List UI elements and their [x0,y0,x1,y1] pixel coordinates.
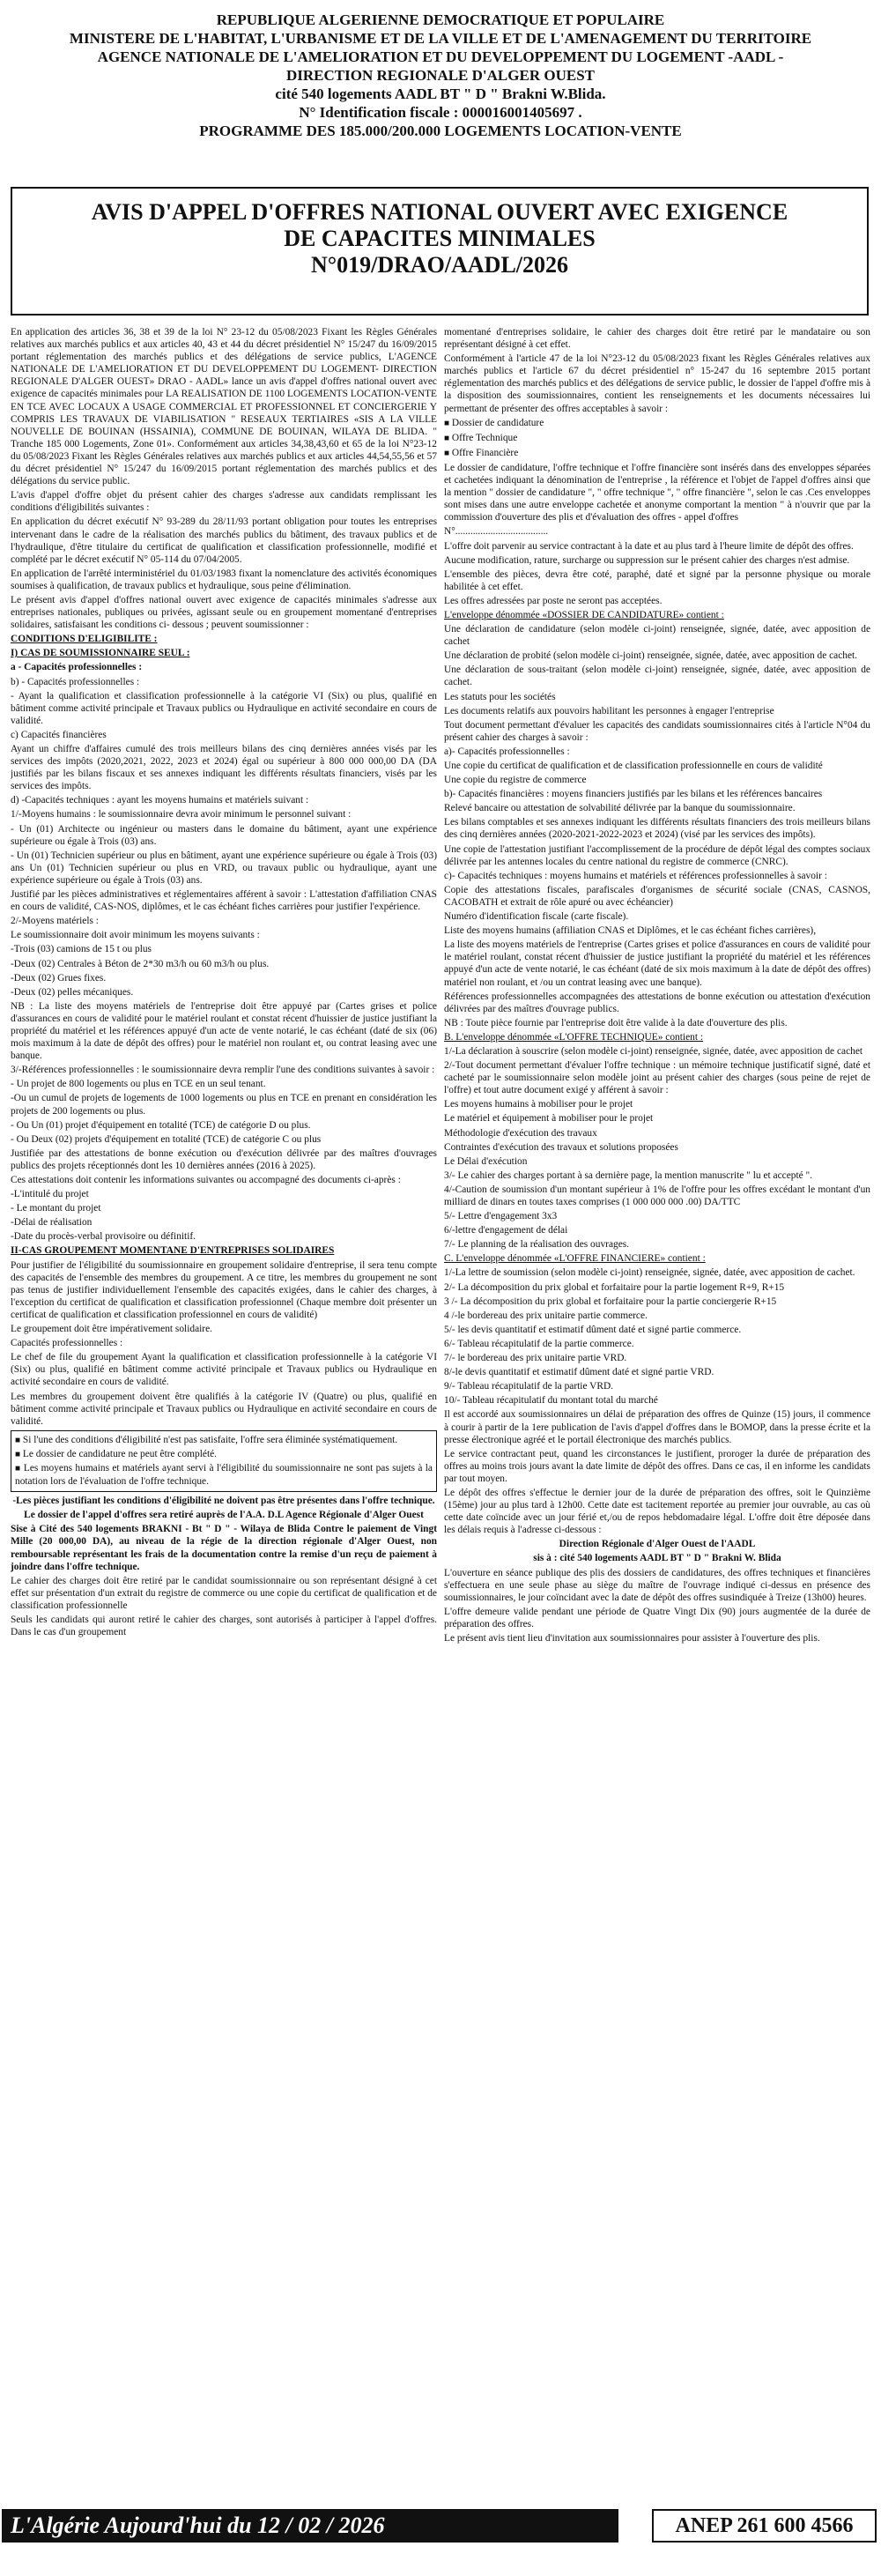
paragraph: Tout document permettant d'évaluer les capacités des candidats soumissionnaires cités à l'article N°04 du présent cahier des charges à savoir : [444,719,870,743]
title-line-1: AVIS D'APPEL D'OFFRES NATIONAL OUVERT AVEC EXIGENCE [91,199,788,225]
paragraph: L'offre demeure valide pendant une période de Quatre Vingt Dix (90) jours augmentée de la durée de préparation des offres. [444,1606,870,1629]
deposit-address: sis à : cité 540 logements AADL BT " D " Brakni W. Blida [533,1553,781,1564]
paragraph: 1/-La déclaration à souscrire (selon modèle ci-joint) renseignée, signée, datée, avec apposition de cachet [444,1045,863,1057]
paragraph: Les offres adressées par poste ne seront pas acceptées. [444,595,663,606]
subheading: 2/-Moyens matériels : [11,916,99,927]
paragraph: Références professionnelles accompagnées des attestations de bonne exécution ou attestation d'exécution délivrées par des maîtres d'ouvrage publics. [444,991,870,1014]
paragraph: Relevé bancaire ou attestation de solvabilité délivrée par la banque du soumissionnaire. [444,803,796,814]
list-item-text: Dossier de candidature [451,417,544,428]
list-item: -Deux (02) Centrales à Béton de 2*30 m3/h ou 60 m3/h ou plus. [11,958,270,969]
list-item-text: Offre Financière [451,447,519,458]
warning-item [15,1448,433,1461]
list-item: -Trois (03) camions de 15 t ou plus [11,944,152,955]
list-item: 6/- Tableau récapitulatif de la partie commerce. [444,1338,634,1349]
paragraph: Pour justifier de l'éligibilité du soumissionnaire en groupement solidaire d'entreprise, il sera tenu compte des capacités de l'ensemble des membres du groupement. A ce titre, les membres du groupement ne sont pas tenus de justifier individuellement l'ensemble des capacités exigées, dans le cahier des charges, à l'exception du certificat de qualification et classification professionnel (Chaque membre doit présenter un certificat de qualification et classification professionnel en cours de validité) [11,1259,437,1320]
paragraph: 1/-La lettre de soumission (selon modèle ci-joint) renseignée, signée, datée, avec apposition de cachet. [444,1267,855,1279]
subheading: c) Capacités financières [11,729,107,740]
paragraph: Le cahier des charges doit être retiré par le candidat soumissionnaire ou son représentant désigné à cet effet sur présentation d'un extrait du registre de commerce ou une copie du certificat de qualification et de classification professionnelle [11,1575,437,1611]
paragraph: Les bilans comptables et ses annexes indiquant les différents résultats financiers des trois meilleurs bilans des cinq dernières années (2020-2021-2022-2023 et 2024) (visé par les services des impôts). [444,817,870,841]
paragraph: L'ensemble des pièces, devra être coté, paraphé, daté et signé par la personne physique ou morale habilitée à cet effet. [444,568,870,592]
paragraph: L'avis d'appel d'offre objet du présent cahier des charges s'adresse aux candidats remplissant les conditions d'éligibilités suivantes : [11,490,437,514]
paragraph: - Un (01) Architecte ou ingénieur ou masters dans le domaine du bâtiment, ayant une expérience supérieure ou égale à Trois (03) ans. [11,823,437,847]
list-item: - Un projet de 800 logements ou plus en TCE en un seul tenant. [11,1079,266,1090]
warning-text: Si l'une des conditions d'éligibilité n'est pas satisfaite, l'offre sera éliminée systématiquement. [22,1434,398,1445]
tender-number: N°019/DRAO/AADL/2026 [310,252,569,278]
anep-reference: ANEP 261 600 4566 [652,2509,877,2543]
list-item: -Date du procès-verbal provisoire ou définitif. [11,1231,196,1243]
paragraph: En application du décret exécutif N° 93-289 du 28/11/93 portant obligation pour toutes les entreprises intervenant dans le cadre de la réalisation des marchés publics du bâtiment, des travaux publics et de l'hydraulique, d'être titulaire du certificat de qualification et classification professionnelle, modifié et complété par le décret exécutif N° 05-114 du 07/04/2005. [11,516,437,565]
intro-paragraph: En application des articles 36, 38 et 39 de la loi N° 23-12 du 05/08/2023 Fixant les Règles Générales relatives aux marchés publics et aux articles 40, 43 et 44 du décret présidentiel N° 15/247 du 16/09/2015 portant réglementation des marchés publics et des délégations de service publics, L'AGENCE NATIONALE DE L'AMELIORATION ET DU DEVELOPPEMENT DU LOGEMENT- DIRECTION REGIONALE D'ALGER OUEST» DRAO - AADL» lance un avis d'appel d'offres national ouvert avec exigence de capacités minimales pour LA REALISATION DE 1100 LOGEMENTS LOCATION-VENTE EN TCE AVEC LOCAUX A USAGE COMMERCIAL ET PROFESSIONNEL ET CONCIERGERIE Y COMPRIS LES TRAVAUX DE VIABILISATION " RESEAUX TERTIAIRES «SIS A LA VILLE NOUVELLE DE BOUINAN (HSSAINIA), COMMUNE DE BOUINAN, WILAYA DE BLIDA. " Tranche 185 000 Logements, Zone 01». Conformément aux articles 34,38,43,60 et 65 de la loi N°23-12 du 05/08/2023 Fixant les Règles Générales relatives aux marchés publics et aux articles 44,54,55,56 et 57 du décret présidentiel N° 15/247 du 16/09/2015 portant réglementation des marchés publics et des délégations du service public. [11,327,437,487]
header [0,11,881,140]
paragraph: Une déclaration de sous-traitant (selon modèle ci-joint) renseignée, signée, datée, avec apposition de cachet. [444,664,870,688]
paragraph: 3/- Le cahier des charges portant à sa dernière page, la mention manuscrite " lu et accepté ". [444,1169,813,1181]
list-item: Méthodologie d'exécution des travaux [444,1127,597,1139]
paragraph: Aucune modification, rature, surcharge ou suppression sur le présent cahier des charges n'est admise. [444,554,850,566]
ministry-line: MINISTERE DE L'HABITAT, L'URBANISME ET DE LA VILLE ET DE L'AMENAGEMENT DU TERRITOIRE [69,30,812,47]
paragraph: Une déclaration de candidature (selon modèle ci-joint) renseignée, signée, datée, avec apposition de cachet [444,624,870,648]
warning-item [15,1434,433,1447]
paragraph: Les statuts pour les sociétés [444,691,556,702]
paragraph: NB : La liste des moyens matériels de l'entreprise doit être appuyé par (Cartes grises et police d'assurances en cours de validité pour le matériel roulant et constat récent d'huissier de justice justifiant la propriété du matériel et les références appuyé d'un acte de vente notarié, le cas échéant (daté de six (06) mois maximum à la date de dépôt des offres) pour le matériel non roulant et, ou contrat leasing avec une banque. [11,1000,437,1062]
list-item: -L'intitulé du projet [11,1189,89,1200]
section-heading-group: II-CAS GROUPEMENT MOMENTANE D'ENTREPRISES SOLIDAIRES [11,1245,335,1257]
warning-text: Le dossier de candidature ne peut être complété. [22,1448,218,1459]
paragraph: La liste des moyens matériels de l'entreprise (Cartes grises et police d'assurances en cours de validité pour le matériel roulant, constat récent d'huissier de justice justifiant la propriété du matériel et les références appuyé d'un acte de vente notarié, le cas échéant (daté de six mois maximum à la date de dépôt des offres) matériel non roulant, et /ou un contrat leasing avec une banque). [444,939,870,988]
bullet-icon: ■ [444,418,450,428]
left-column [11,326,437,2498]
paragraph: 2/- La décomposition du prix global et forfaitaire pour la partie logement R+9, R+15 [444,1281,785,1293]
list-item: Le matériel et équipement à mobiliser pour le projet [444,1113,654,1125]
paragraph: 2/-Tout document permettant d'évaluer l'offre technique : un mémoire technique justificatif signé, daté et cacheté par le soumissionnaire selon modèle joint au présent cahier des charges (sous peine de rejet de l'offre) et tout autre document exigé y afférent à savoir : [444,1060,870,1096]
paragraph: - Ayant la qualification et classification professionnelle à la catégorie VI (Six) ou plus, qualifié en bâtiment comme activité principale et Travaux publics ou Hydraulique en activité secondaire en cours de validité. [11,690,437,726]
paragraph: Le soumissionnaire doit avoir minimum les moyens suivants : [11,930,260,941]
paragraph: Conformément à l'article 47 de la loi N°23-12 du 05/08/2023 fixant les Règles Générales relatives aux marchés publics et l'article 67 du décret présidentiel n° 15-247 du 16 septembre 2015 portant réglementation des marchés publics et des délégations de service public, le dossier de l'appel d'offre mis à la disposition des soumissionnaires, contient les renseignements et les documents nécessaires lui permettant de présenter des offres acceptables à savoir : [444,353,870,414]
list-item: 7/- Le planning de la réalisation des ouvrages. [444,1239,630,1251]
paragraph: Le présent avis d'appel d'offres national ouvert avec exigence de capacités minimales s'adresse aux entreprises nationales, publiques ou privées, agissant seule ou en groupement momentané d'entreprises solidaires, satisfaisant les conditions ci- dessous ; peuvent soumissionner : [11,594,437,631]
subheading: 3/-Références professionnelles : le soumissionnaire devra remplir l'une des conditions suivantes à savoir : [11,1065,435,1076]
warning-item [15,1462,433,1488]
publication-banner: L'Algérie Aujourd'hui du 12 / 02 / 2026 [2,2509,618,2543]
subheading: d) -Capacités techniques : ayant les moyens humains et matériels suivant : [11,795,309,806]
paragraph: Le dossier de l'appel d'offres sera retiré auprès de l'A.A. D.L Agence Régionale d'Alger Ouest [24,1510,424,1521]
paragraph: En application de l'arrêté interministériel du 01/03/1983 fixant la nomenclature des activités économiques soumises à qualification, de travaux publics et hydraulique, sous peine d'élimination. [11,568,437,591]
paragraph: -Les pièces justifiant les conditions d'éligibilité ne doivent pas être présentes dans l'offre technique. [12,1496,435,1507]
paragraph: Une déclaration de probité (selon modèle ci-joint) renseignée, signée, datée, avec apposition de cachet. [444,650,858,662]
paragraph: 1/-Moyens humains : le soumissionnaire devra avoir minimum le personnel suivant : [11,809,352,820]
list-item: 8/-le devis quantitatif et estimatif dûment daté et signé partie VRD. [444,1367,714,1378]
paragraph: Numéro d'identification fiscale (carte fiscale). [444,911,629,923]
list-item: 9/- Tableau récapitulatif de la partie VRD. [444,1381,614,1392]
paragraph: N°..................................... [444,526,549,538]
paragraph: Sise à Cité des 540 logements BRAKNI - Bt " D " - Wilaya de Blida Contre le paiement de Vingt Mille (20 000,00 DA), au niveau de la régie de la direction régionale d'Alger Ouest, non remboursable représentant les frais de la documentation contre la remise d'un reçu de paiement à joindre dans l'offre technique. [11,1524,437,1572]
warning-text: Les moyens humains et matériels ayant servi à l'éligibilité du soumissionnaire ne sont pas sujets à la notation lors de l'évaluation de l'offre technique. [15,1462,433,1488]
paragraph: Le groupement doit être impérativement solidaire. [11,1324,212,1335]
address-line: cité 540 logements AADL BT " D " Brakni W.Blida. [275,85,606,102]
footer [0,2509,881,2562]
right-column [444,326,870,2498]
list-item: - Le montant du projet [11,1203,101,1214]
direction-line: DIRECTION REGIONALE D'ALGER OUEST [286,67,595,84]
paragraph: Le chef de file du groupement Ayant la qualification et classification professionnelle à la catégorie VI (Six) ou plus, qualifié en bâtiment comme activité principale et Travaux publics ou Hydraulique en activité secondaire en cours de validité. [11,1352,437,1388]
subheading: b) - Capacités professionnelles : [11,676,140,687]
paragraph: Justifiée par des attestations de bonne exécution ou d'exécution délivrée par des maîtres d'ouvrages publics des projets réceptionnés dont les 10 dernières années (2016 à 2025). [11,1147,437,1171]
list-item: 6/-lettre d'engagement de délai [444,1225,568,1236]
paragraph: L'ouverture en séance publique des plis des dossiers de candidatures, des offres techniques et financières s'effectuera en une seule phase au siège du maître de l'ouvrage indiqué ci-dessus en présence des soumissionnaires, le jour coïncidant avec la date de dépôt des offres susindiquée à Treize (13h00) heures. [444,1567,870,1603]
list-item: Contraintes d'exécution des travaux et solutions proposées [444,1141,678,1153]
list-item: Les moyens humains à mobiliser pour le projet [444,1099,633,1110]
paragraph: Le service contractant peut, quand les circonstances le justifient, proroger la durée de préparation des offres au moins trois jours avant la date limite de dépôt des offres. Dans ce cas, il en informe les candidats par tout moyen. [444,1448,870,1484]
bullet-icon: ■ [444,433,450,443]
list-item: -Deux (02) Grues fixes. [11,972,107,984]
program-line: PROGRAMME DES 185.000/200.000 LOGEMENTS LOCATION-VENTE [199,122,682,139]
paragraph: NB : Toute pièce fournie par l'entreprise doit être valide à la date d'ouverture des plis. [444,1017,788,1028]
subheading: L'enveloppe dénommée «DOSSIER DE CANDIDATURE» contient : [444,609,724,620]
subheading: B. L'enveloppe dénommée «L'OFFRE TECHNIQUE» contient : [444,1031,703,1043]
section-heading-single: I) CAS DE SOUMISSIONNAIRE SEUL : [11,648,190,659]
list-item: 10/- Tableau récapitulatif du montant total du marché [444,1395,658,1407]
list-item: 4 /-le bordereau des prix unitaire partie commerce. [444,1310,648,1321]
section-heading-eligibility: CONDITIONS D'ELIGIBILITE : [11,634,158,645]
list-item: 7/- le bordereau des prix unitaire partie VRD. [444,1353,627,1364]
paragraph: Le présent avis tient lieu d'invitation aux soumissionnaires pour assister à l'ouverture des plis. [444,1633,820,1644]
list-item: -Ou un cumul de projets de logements de 1000 logements ou plus en TCE en prenant en considération les projets de 200 logements ou plus. [11,1093,437,1117]
list-item [444,432,870,445]
bullet-icon: ■ [15,1435,21,1445]
subheading: b)- Capacités financières : moyens financiers justifiés par les bilans et les références bancaires [444,789,823,800]
paragraph: Le dossier de candidature, l'offre technique et l'offre financière sont insérés dans des enveloppes séparées et cachetées indiquant la dénomination de l'entreprise , la référence et l'objet de l'appel d'offres ainsi que la mention " dossier de candidature ", " offre technique ", " offre financière ", selon le cas .Ces enveloppes sont mises dans une autre enveloppe cachetée et anonyme comportant la mention " à n'ouvrir que par la commission d'ouverture des plis et d'évaluation des offres - appel d'offres [444,462,870,523]
paragraph: 4/-Caution de soumission d'un montant supérieur à 1% de l'offre pour les offres excédant le montant d'un milliard de dinars en toutes taxes comprises (1 000 000 000 .00) DA/TTC [444,1184,870,1207]
list-item: 5/- les devis quantitatif et estimatif dûment daté et signé partie commerce. [444,1324,742,1335]
paragraph: Le dépôt des offres s'effectue le dernier jour de la durée de préparation des offres, soit le Quinzième (15ème) jour au plus tard à 12h00. Cette date est tacitement reportée au premier jour ouvrable, au cas où cette date coïncide avec un jour férié et,/ou de repos hebdomadaire légal. L'offre doit être déposée dans les délais requis à l'adresse ci-dessous : [444,1487,870,1536]
agency-line: AGENCE NATIONALE DE L'AMELIORATION ET DU DEVELOPPEMENT DU LOGEMENT -AADL - [97,48,784,65]
paragraph: Ayant un chiffre d'affaires cumulé des trois meilleurs bilans des cinq dernières années visés par les services des impôts (2020,2021, 2022, 2023 et 2024) égal ou supérieur à 800 000 000,00 DA (DA justifiés par les bilans fiscaux et ses annexes indiquant les différents résultats financiers, visés par les services des impôts. [11,744,437,792]
list-item: -Délai de réalisation [11,1217,93,1229]
paragraph: Une copie de l'attestation justifiant l'accomplissement de la procédure de dépôt légal des comptes sociaux délivrée par les antennes locales du centre national du registre de commerce (CNRC). [444,843,870,867]
paragraph: Ces attestations doit contenir les informations suivantes ou accompagné des documents ci-après : [11,1175,401,1185]
list-item: 5/- Lettre d'engagement 3x3 [444,1211,558,1222]
paragraph: momentané d'entreprises solidaire, le cahier des charges doit être retiré par le mandataire ou son représentant désigné à cet effet. [444,327,870,351]
list-item: - Ou Deux (02) projets d'équipement en totalité (TCE) de catégorie C ou plus [11,1133,322,1145]
list-item-text: Offre Technique [451,432,518,443]
paragraph: - Un (01) Technicien supérieur ou plus en bâtiment, ayant une expérience supérieure ou égale à Trois (03) ans Un (01) Technicien supérieur ou plus en VRD, ou travaux public ou hydraulique, ayant une expérience supérieure ou égale à Trois (03) ans. [11,850,437,886]
tender-title-box [11,187,869,316]
bullet-icon: ■ [15,1449,21,1459]
list-item [444,417,870,430]
subheading: c)- Capacités techniques : moyens humains et matériels et références professionnelles à savoir : [444,870,827,881]
paragraph: Une copie du certificat de qualification et de classification professionnelle en cours de validité [444,761,823,771]
paragraph: Une copie du registre de commerce [444,775,587,786]
paragraph: Les documents relatifs aux pouvoirs habilitant les personnes à engager l'entreprise [444,705,774,716]
bullet-icon: ■ [444,448,450,458]
bullet-icon: ■ [15,1463,21,1474]
deposit-address-title: Direction Régionale d'Alger Ouest de l'AADL [559,1539,756,1550]
paragraph: Capacités professionnelles : [11,1338,123,1349]
subheading: a - Capacités professionnelles : [11,662,143,673]
title-line-2: DE CAPACITES MINIMALES [284,226,596,251]
subheading: C. L'enveloppe dénommée «L'OFFRE FINANCIERE» contient : [444,1253,706,1265]
paragraph: Justifié par les pièces administratives et réglementaires afférent à savoir : L'attestation d'affiliation CNAS en cours de validité, CAS-NOS, diplômes, et le cas échéant fiches carrières pour justifier l'expérience. [11,889,437,913]
subheading: a)- Capacités professionnelles : [444,746,570,757]
list-item: Le Délai d'exécution [444,1155,528,1167]
paragraph: Les membres du groupement doivent être qualifiés à la catégorie IV (Quatre) ou plus, qualifié en bâtiment comme activité principale et Travaux publics ou Hydraulique en activité secondaire en cours de validité. [11,1391,437,1427]
warning-box [11,1430,437,1492]
tax-id-line: N° Identification fiscale : 000016001405697 . [299,104,582,121]
paragraph: Copie des attestations fiscales, parafiscales d'organismes de sécurité sociale (CNAS, CASNOS, CACOBATH et extrait de rôle apuré ou avec échéancier) [444,884,870,908]
list-item: -Deux (02) pelles mécaniques. [11,986,134,998]
paragraph: Seuls les candidats qui auront retiré le cahier des charges, sont autorisés à participer à l'appel d'offres. Dans le cas d'un groupement [11,1615,437,1638]
republic-line: REPUBLIQUE ALGERIENNE DEMOCRATIQUE ET POPULAIRE [216,11,665,28]
paragraph: L'offre doit parvenir au service contractant à la date et au plus tard à l'heure limite de dépôt des offres. [444,540,854,552]
list-item: - Ou Un (01) projet d'équipement en totalité (TCE) de catégorie D ou plus. [11,1119,311,1131]
paragraph: Il est accordé aux soumissionnaires un délai de préparation des offres de Quinze (15) jours, il commence à courir à partir de la 1ere publication de l'avis d'appel d'offres dans le BOMOP, dans la presse écrite et la presse électronique agréé et le portail électronique des marchés publics. [444,1409,870,1445]
list-item [444,447,870,460]
paragraph: 3 /- La décomposition du prix global et forfaitaire pour la partie conciergerie R+15 [444,1295,777,1307]
paragraph: Liste des moyens humains (affiliation CNAS et Diplômes, et le cas échéant fiches carrières), [444,925,817,937]
